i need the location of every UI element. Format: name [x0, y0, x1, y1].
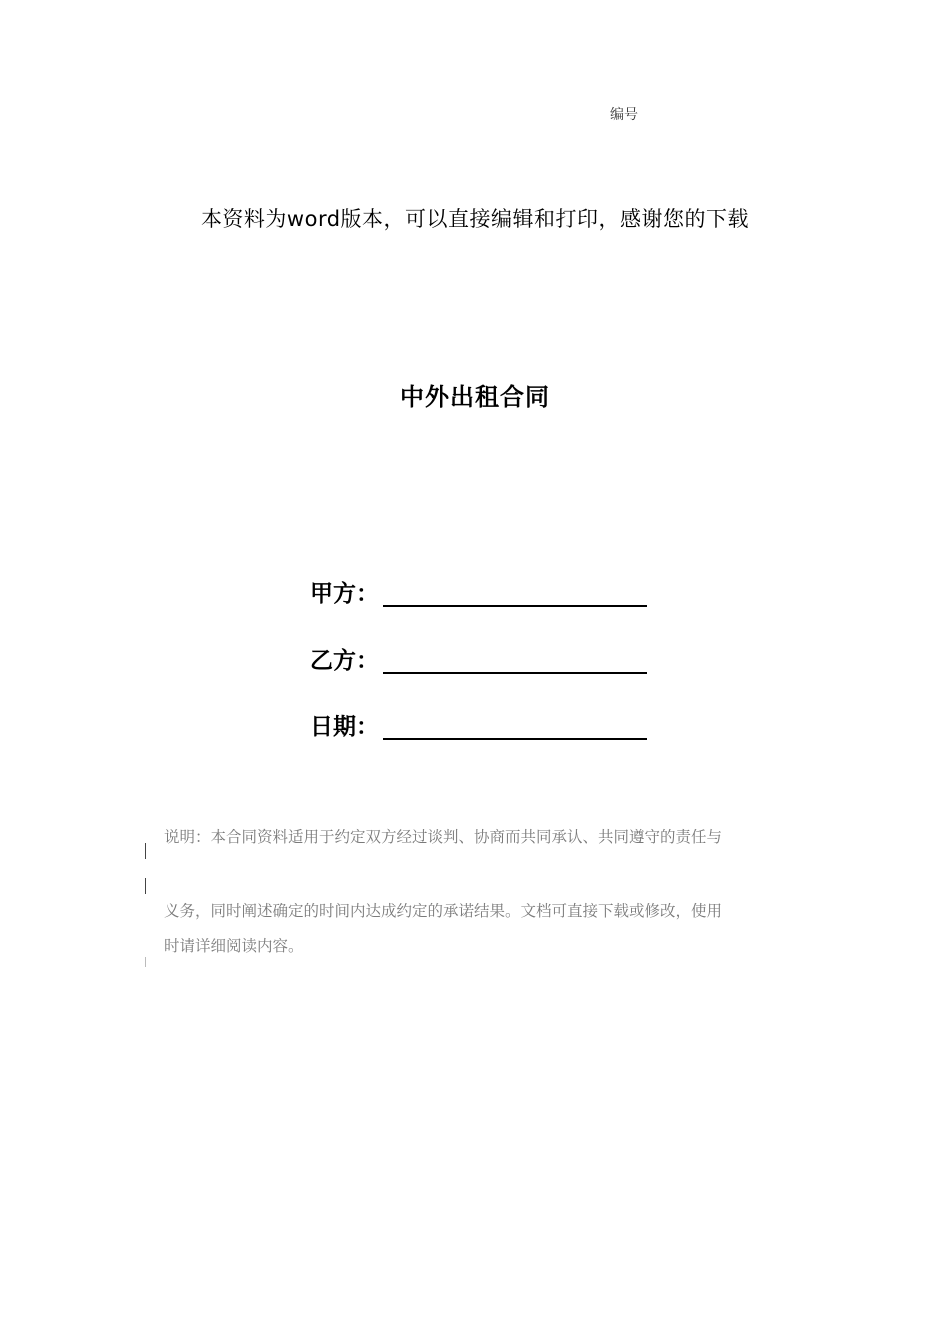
date-field: [310, 711, 647, 743]
party-b-blank[interactable]: [383, 647, 647, 674]
margin-mark: [145, 878, 146, 894]
description-line-1: 说明：本合同资料适用于约定双方经过谈判、协商而共同承认、共同遵守的责任与: [164, 828, 723, 846]
description-line-2: 义务，同时阐述确定的时间内达成约定的承诺结果。文档可直接下载或修改，使用: [164, 902, 723, 920]
margin-mark: [145, 957, 146, 967]
download-notice: 本资料为word版本，可以直接编辑和打印，感谢您的下载: [200, 207, 750, 231]
margin-mark: [145, 843, 146, 859]
party-a-field: [310, 578, 647, 610]
date-blank[interactable]: [383, 713, 647, 740]
party-a-blank[interactable]: [383, 580, 647, 607]
document-title: 中外出租合同: [400, 383, 550, 411]
party-b-field: [310, 645, 647, 677]
party-b-label: 乙方：: [310, 648, 379, 674]
date-label: 日期：: [310, 714, 379, 740]
description-line-3: 时请详细阅读内容。: [164, 937, 304, 955]
serial-number-label: 编号: [610, 107, 638, 123]
party-a-label: 甲方：: [310, 581, 379, 607]
